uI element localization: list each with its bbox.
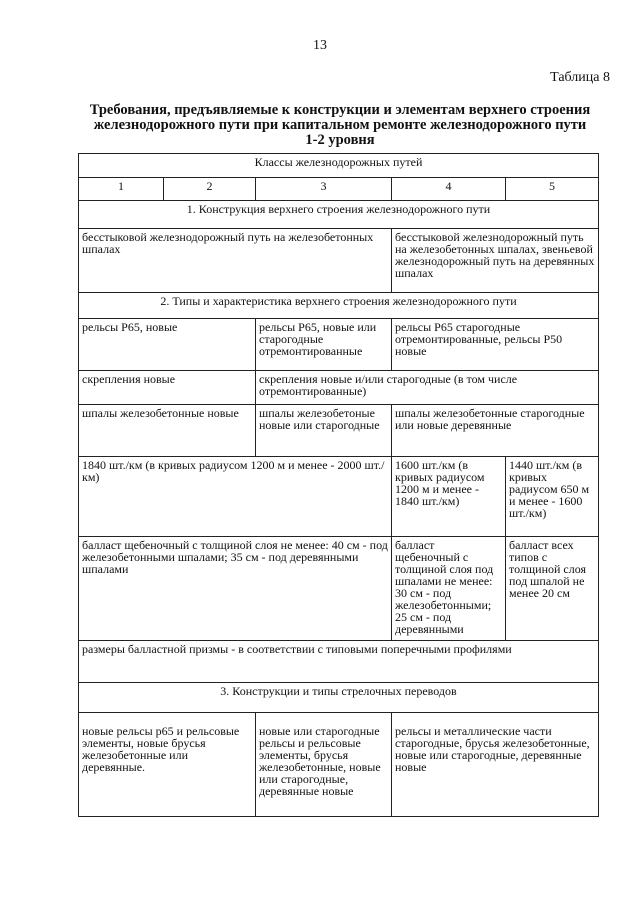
table-row: [79, 713, 599, 817]
section-3-title: 3. Конструкции и типы стрелочных переводов: [79, 683, 599, 713]
col-header-2: 2: [164, 178, 256, 201]
section-2-title: 2. Типы и характеристика верхнего строения железнодорожного пути: [79, 293, 599, 319]
section-1-title: 1. Конструкция верхнего строения железнодорожного пути: [79, 201, 599, 229]
row8-classes-4-5: рельсы и металлические части старогодные, брусья железобетонные, новые или старогодные, деревянные новые: [392, 713, 599, 817]
col-header-1: 1: [79, 178, 164, 201]
title-line-3: 1-2 уровня: [305, 132, 375, 148]
header-row-classes: [79, 154, 599, 178]
header-classes: Классы железнодорожных путей: [79, 154, 599, 178]
section-row-1: [79, 201, 599, 229]
row4-classes-1-2: шпалы железобетонные новые: [79, 405, 256, 457]
table-row: [79, 641, 599, 683]
table-row: [79, 405, 599, 457]
row8-class-3: новые или старогодные рельсы и рельсовые элементы, брусья железобетонные, новые или старогодные, деревянные новые: [256, 713, 392, 817]
row4-classes-4-5: шпалы железобетонные старогодные или новые деревянные: [392, 405, 599, 457]
col-header-5: 5: [506, 178, 599, 201]
title-line-1: Требования, предъявляемые к конструкции и элементам верхнего строения: [89, 102, 591, 118]
row3-classes-3-5: скрепления новые и/или старогодные (в том числе отремонтированные): [256, 371, 599, 405]
row5-class-4: 1600 шт./км (в кривых радиусом 1200 м и менее - 1840 шт./км): [392, 457, 506, 537]
col-header-3: 3: [256, 178, 392, 201]
section-row-3: [79, 683, 599, 713]
row7-all-classes: размеры балластной призмы - в соответствии с типовыми поперечными профилями: [79, 641, 599, 683]
table-row: [79, 319, 599, 371]
row2-classes-1-2: рельсы Р65, новые: [79, 319, 256, 371]
row4-class-3: шпалы железобетоные новые или старогодные: [256, 405, 392, 457]
row1-classes-4-5: бесстыковой железнодорожный путь на железобетонных шпалах, звеньевой железнодорожный путь на деревянных шпалах: [392, 229, 599, 293]
document-title: [70, 103, 610, 148]
row6-class-5: балласт всех типов с толщиной слоя под шпалой не менее 20 см: [506, 537, 599, 641]
page-number: 13: [313, 38, 327, 53]
row2-class-3: рельсы Р65, новые или старогодные отремонтированные: [256, 319, 392, 371]
row5-classes-1-3: 1840 шт./км (в кривых радиусом 1200 м и менее - 2000 шт./км): [79, 457, 392, 537]
table-row: [79, 229, 599, 293]
row6-class-4: балласт щебеночный с толщиной слоя под шпалами не менее: 30 см - под железобетонными; 25 см - под деревянными: [392, 537, 506, 641]
title-line-2: железнодорожного пути при капитальном ремонте железнодорожного пути: [93, 117, 587, 133]
col-header-4: 4: [392, 178, 506, 201]
table-row: [79, 537, 599, 641]
row5-class-5: 1440 шт./км (в кривых радиусом 650 м и менее - 1600 шт./км): [506, 457, 599, 537]
row2-classes-4-5: рельсы Р65 старогодные отремонтированные, рельсы Р50 новые: [392, 319, 599, 371]
section-row-2: [79, 293, 599, 319]
row3-classes-1-2: скрепления новые: [79, 371, 256, 405]
table-label: Таблица 8: [550, 70, 610, 85]
header-row-numbers: [79, 178, 599, 201]
table-row: [79, 371, 599, 405]
row1-classes-1-3: бесстыковой железнодорожный путь на железобетонных шпалах: [79, 229, 392, 293]
table-row: [79, 457, 599, 537]
row6-classes-1-3: балласт щебеночный с толщиной слоя не менее: 40 см - под железобетонными шпалами; 35 см - под деревянными шпалами: [79, 537, 392, 641]
row8-classes-1-2: новые рельсы р65 и рельсовые элементы, новые брусья железобетонные или деревянные.: [79, 713, 256, 817]
requirements-table: [78, 153, 599, 817]
